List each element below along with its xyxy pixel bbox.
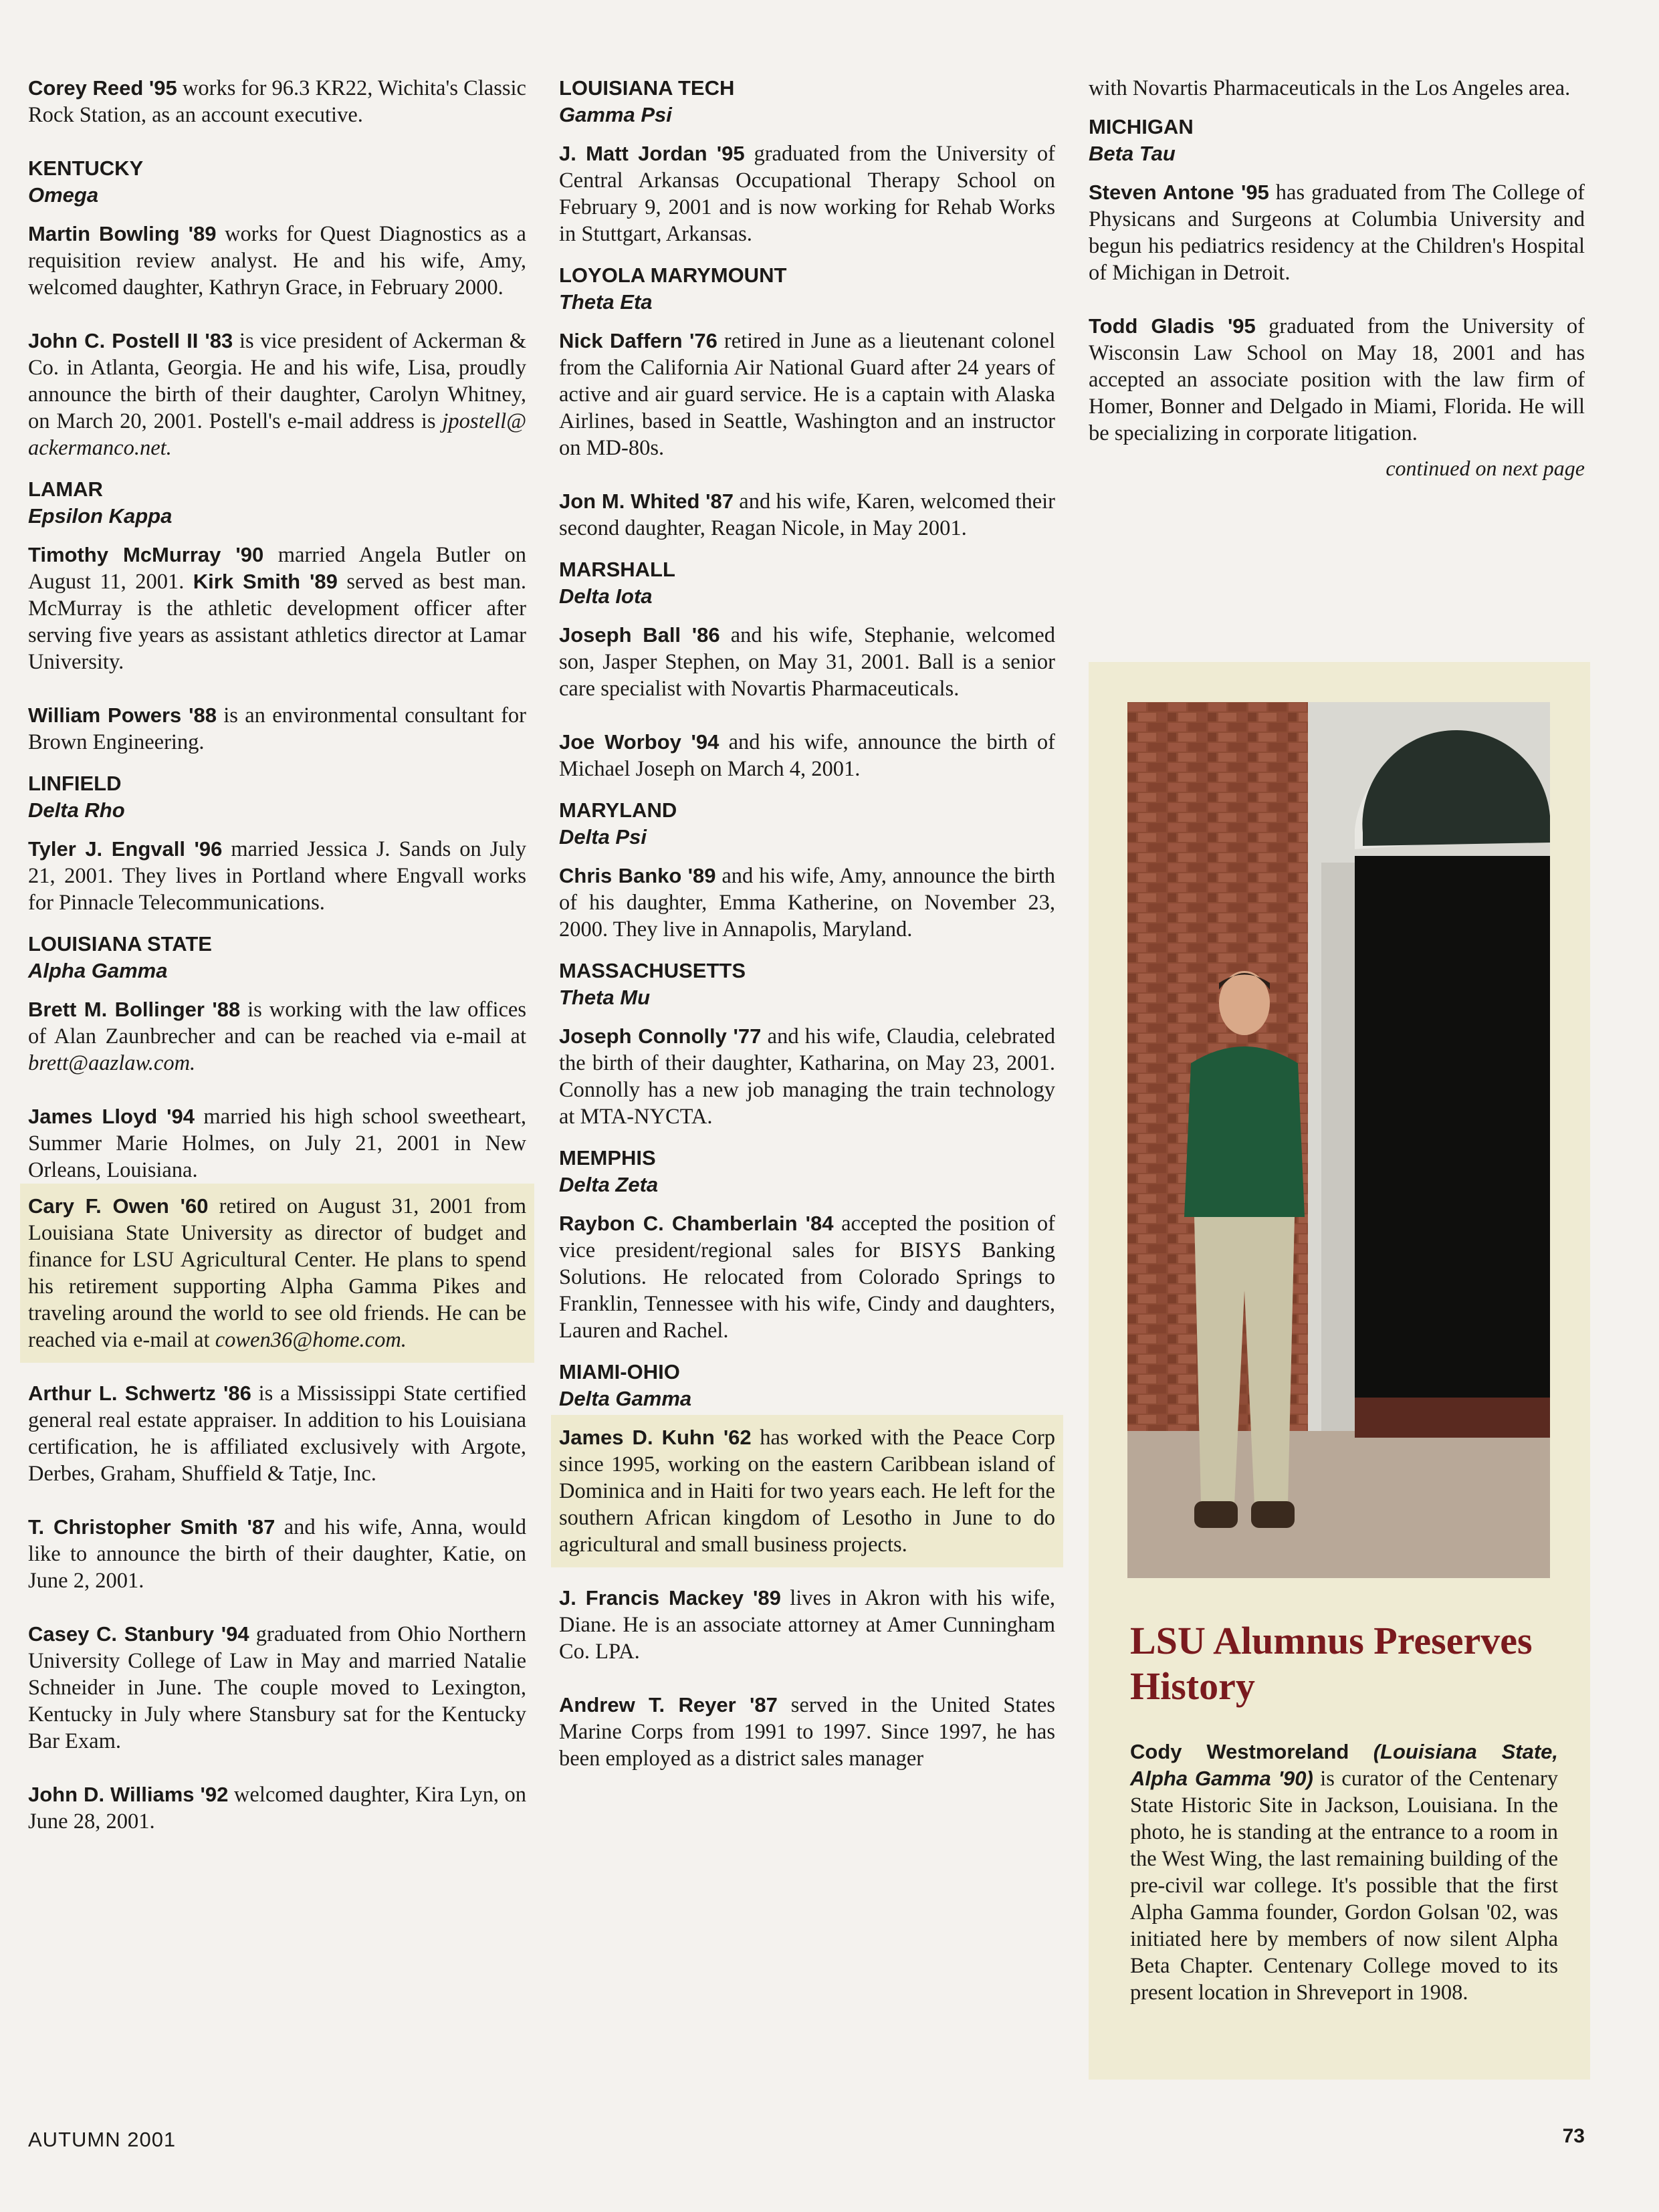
entry-t-christopher-smith: T. Christopher Smith '87 and his wife, Anna, would like to announce the birth of their daughter, Katie, on June 2, 2001. [28,1515,527,1593]
brick-floor [1127,1431,1550,1578]
chapter-michigan: MICHIGAN Beta Tau [1089,115,1194,165]
chapter-memphis: MEMPHIS Delta Zeta [559,1146,659,1196]
chapter-louisiana-state: LOUISIANA STATE Alpha Gamma [28,932,212,982]
entry-john-postell: John C. Postell II '83 is vice president of Ackerman & Co. in Atlanta, Georgia. He and his wife, Lisa, proudly announce the birth of their daughter, Carolyn Whitney, on March 20, 2001. Postell's e-mail address is jpostell@ ackermanco.net. [28,329,526,460]
chapter-kentucky: KENTUCKY Omega [28,156,144,207]
entry-chris-banko: Chris Banko '89 and his wife, Amy, announce the birth of his daughter, Emma Katherine, on November 23, 2000. They live in Annapolis, Maryland. [559,864,1056,942]
entry-arthur-schwertz: Arthur L. Schwertz '86 is a Mississippi State certified general real estate appraiser. In addition to his Louisiana certification, he is affiliated exclusively with Argote, Derbes, Graham, Shuffield & Tatje, Inc. [28,1381,526,1486]
chapter-maryland: MARYLAND Delta Psi [559,798,677,849]
person-shoe-right [1251,1501,1295,1528]
entry-tyler-engvall: Tyler J. Engvall '96 married Jessica J. Sands on July 21, 2001. They lives in Portland where Engvall works for Pinnacle Telecommunications. [28,837,526,915]
entry-william-powers: William Powers '88 is an environmental consultant for Brown Engineering. [28,703,526,754]
entry-james-lloyd: James Lloyd '94 married his high school sweetheart, Summer Marie Holmes, on July 21, 2001 in New Orleans, Louisiana. [28,1105,526,1182]
person-shoe-left [1194,1501,1238,1528]
entry-joseph-ball: Joseph Ball '86 and his wife, Stephanie, welcomed son, Jasper Stephen, on May 31, 2001. Ball is a senior care specialist with Novartis Pharmaceuticals. [559,623,1055,701]
entry-joe-worboy: Joe Worboy '94 and his wife, announce the birth of Michael Joseph on March 4, 2001. [559,730,1055,781]
entry-joseph-connolly: Joseph Connolly '77 and his wife, Claudia, celebrated the birth of their daughter, Katharina, on May 23, 2001. Connolly has a new job managing the train technology at MTA-NYCTA. [559,1024,1055,1129]
entry-cary-owen: Cary F. Owen '60 retired on August 31, 2001 from Louisiana State University as director of budget and finance for LSU Agricultural Center. He plans to spend his retirement supporting Alpha Gamma Pikes and traveling around the world to see old friends. He can be reached via e-mail at cowen36@home.com. [20,1184,534,1363]
chapter-linfield: LINFIELD Delta Rho [28,772,125,822]
sidebar-caption: Cody Westmoreland (Louisiana State, Alpha Gamma '90) is curator of the Centenary State Historic Site in Jackson, Louisiana. In the photo, he is standing at the entrance to a room in the West Wing, the last remaining building of the pre-civil war college. It's possible that the first Alpha Gamma founder, Gordon Golsan '02, was initiated here by members of now silent Alpha Beta Chapter. Centenary College moved to its present location in Shreveport in 1908. [1130,1740,1559,2005]
column-3 [1089,75,1585,481]
column-1 [28,75,526,1862]
sidebar-feature [1089,662,1590,2080]
sidebar-title: LSU Alumnus Preserves History [1130,1619,1533,1708]
column-2 [559,75,1055,1799]
entry-andrew-reyer: Andrew T. Reyer '87 served in the United States Marine Corps from 1991 to 1997. Since 1997, he has been employed as a district sales manager [559,1693,1055,1771]
entry-francis-mackey: J. Francis Mackey '89 lives in Akron with his wife, Diane. He is an associate attorney at Amer Cunningham Co. LPA. [559,1586,1055,1664]
column-3-text [1089,75,1585,481]
chapter-louisiana-tech: LOUISIANA TECH Gamma Psi [559,76,735,126]
chapter-loyola-marymount: LOYOLA MARYMOUNT Theta Eta [559,263,787,314]
entry-matt-jordan: J. Matt Jordan '95 graduated from the University of Central Arkansas Occupational Therapy School on February 9, 2001 and is now working for Rehab Works in Stuttgart, Arkansas. [559,142,1055,246]
entry-james-kuhn: James D. Kuhn '62 has worked with the Peace Corp since 1995, working on the eastern Caribbean island of Dominica and in Haiti for two years each. He left for the southern African kingdom of Lesotho in June to do agricultural and small business projects. [551,1415,1063,1567]
threshold [1355,1398,1550,1438]
entry-brett-bollinger: Brett M. Bollinger '88 is working with the law offices of Alan Zaunbrecher and can be reached via e-mail at brett@aazlaw.com. [28,998,526,1075]
continued-note: continued on next page [1386,456,1585,480]
chapter-marshall: MARSHALL Delta Iota [559,558,675,608]
page-number: 73 [1562,2125,1585,2147]
entry-steven-antone: Steven Antone '95 has graduated from The College of Physicans and Surgeons at Columbia University and begun his pediatrics residency at the Children's Hospital of Michigan in Detroit. [1089,181,1585,285]
entry-martin-bowling: Martin Bowling '89 works for Quest Diagnostics as a requisition review analyst. He and his wife, Amy, welcomed daughter, Kathryn Grace, in February 2000. [28,222,526,300]
entry-john-williams: John D. Williams '92 welcomed daughter, Kira Lyn, on June 28, 2001. [28,1783,526,1834]
photo-cody-westmoreland [1127,702,1550,1578]
chapter-lamar: LAMAR Epsilon Kappa [28,477,173,528]
entry-nick-daffern: Nick Daffern '76 retired in June as a lieutenant colonel from the California Air National Guard after 24 years of active and air guard service. He is a captain with Alaska Airlines, based in Seattle, Washington and an instructor on MD-80s. [559,329,1055,460]
person-shirt [1184,1046,1305,1217]
entry-raybon-chamberlain: Raybon C. Chamberlain '84 accepted the position of vice president/regional sales for BISYS Banking Solutions. He relocated from Colorado Springs to Franklin, Tennessee with his wife, Cindy and daughters, Lauren and Rachel. [559,1212,1056,1343]
entry-timothy-mcmurray: Timothy McMurray '90 married Angela Butler on August 11, 2001. Kirk Smith '89 served as best man. McMurray is the athletic development officer after serving five years as assistant athletics director at Lamar University. [28,543,526,674]
entry-jon-whited: Jon M. Whited '87 and his wife, Karen, welcomed their second daughter, Reagan Nicole, in May 2001. [559,489,1055,540]
entry-corey-reed: Corey Reed '95 works for 96.3 KR22, Wichita's Classic Rock Station, as an account executive. [28,76,526,127]
doorway-photo-illustration [1127,702,1550,1578]
chapter-massachusetts: MASSACHUSETTS Theta Mu [559,959,746,1009]
issue-label: AUTUMN 2001 [28,2128,177,2151]
entry-todd-gladis: Todd Gladis '95 graduated from the University of Wisconsin Law School on May 18, 2001 and has accepted an associate position with the law firm of Homer, Bonner and Delgado in Miami, Florida. He will be specializing in corporate litigation. [1089,314,1585,445]
entry-casey-stanbury: Casey C. Stanbury '94 graduated from Ohio Northern University College of Law in May and married Natalie Schneider in June. The couple moved to Lexington, Kentucky in July where Stansbury sat for the Kentucky Bar Exam. [28,1622,527,1753]
entry-reyer-continued: with Novartis Pharmaceuticals in the Los Angeles area. [1089,76,1571,100]
chapter-miami-ohio: MIAMI-OHIO Delta Gamma [559,1360,692,1410]
